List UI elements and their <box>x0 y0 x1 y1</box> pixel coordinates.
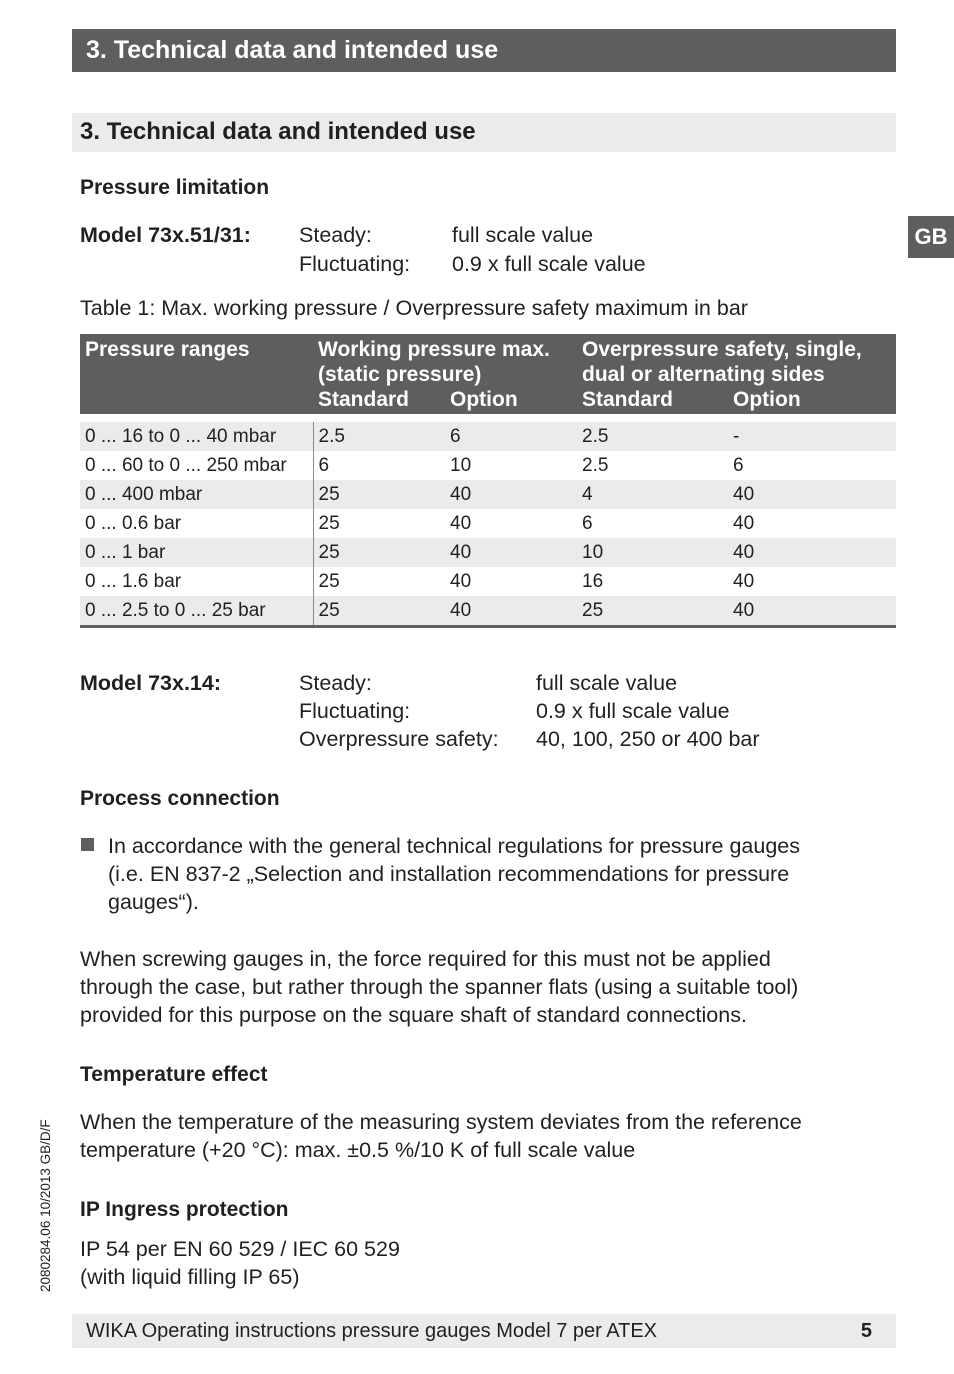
language-tab: GB <box>908 216 954 258</box>
table-cell: 40 <box>728 538 896 567</box>
table-row <box>80 509 896 538</box>
model-b-fluct-value: 0.9 x full scale value <box>536 699 730 723</box>
table-cell: 0 ... 400 mbar <box>80 480 313 509</box>
table-cell: 0 ... 16 to 0 ... 40 mbar <box>80 418 313 451</box>
table-cell: 6 <box>582 513 593 534</box>
table-cell: 25 <box>313 538 445 567</box>
model-a-fluct-key: Fluctuating: <box>299 252 411 276</box>
model-a-steady-value: full scale value <box>452 223 594 247</box>
table-cell: 25 <box>577 596 728 627</box>
table-cell: 40 <box>445 480 577 509</box>
table-cell: 6 <box>318 455 330 476</box>
bullet-text-line: (i.e. EN 837-2 „Selection and installation recommendations for pressure <box>108 862 790 886</box>
table-cell: 0 ... 1 bar <box>80 538 313 567</box>
bullet-square-icon <box>81 838 94 851</box>
table-cell: 25 <box>313 596 445 627</box>
pressure-limitation-heading: Pressure limitation <box>80 176 270 199</box>
ip-text-line: (with liquid filling IP 65) <box>80 1265 300 1289</box>
table-cell: 16 <box>582 571 604 592</box>
table-cell: 40 <box>450 513 472 534</box>
bullet-text-line: gauges“). <box>108 890 199 914</box>
pressure-table <box>80 334 896 628</box>
temperature-text-line: temperature (+20 °C): max. ±0.5 %/10 K of full scale value <box>80 1138 636 1162</box>
table-cell: 10 <box>577 538 728 567</box>
table-cell: 2.5 <box>577 418 728 451</box>
document-code: 2080284.06 10/2013 GB/D/F <box>38 1119 53 1292</box>
footer-text: WIKA Operating instructions pressure gauges Model 7 per ATEX <box>86 1320 658 1342</box>
table-cell: 6 <box>733 455 744 476</box>
table-cell: 25 <box>313 480 445 509</box>
process-connection-heading: Process connection <box>80 787 280 810</box>
header-working-pressure: Working pressure max. (static pressure) Standard Option <box>313 334 577 418</box>
header-wp-option: Option <box>450 388 518 411</box>
table-cell: 25 <box>318 513 340 534</box>
model-b-label: Model 73x.14: <box>80 671 221 695</box>
table-cell: 6 <box>445 418 577 451</box>
screwing-paragraph-line: through the case, but rather through the spanner flats (using a suitable tool) <box>80 975 799 999</box>
section-title: 3. Technical data and intended use <box>72 113 896 152</box>
table-cell: 40 <box>450 571 472 592</box>
table-caption: Table 1: Max. working pressure / Overpressure safety maximum in bar <box>80 296 748 320</box>
table-cell: 40 <box>445 596 577 627</box>
screwing-paragraph-line: provided for this purpose on the square shaft of standard connections. <box>80 1003 747 1027</box>
temperature-text-line: When the temperature of the measuring system deviates from the reference <box>80 1110 802 1134</box>
model-a-steady-key: Steady: <box>299 223 372 247</box>
bullet-text-line: In accordance with the general technical regulations for pressure gauges <box>108 834 800 858</box>
table-cell: 40 <box>733 513 755 534</box>
model-a-fluct-value: 0.9 x full scale value <box>452 252 646 276</box>
table-cell: 40 <box>733 571 755 592</box>
table-header-row <box>80 334 896 418</box>
table-cell: 2.5 <box>582 455 609 476</box>
table-cell: 0 ... 1.6 bar <box>80 567 313 596</box>
model-b-fluct-key: Fluctuating: <box>299 699 411 723</box>
table-cell: 0 ... 0.6 bar <box>80 509 313 538</box>
header-wp-standard: Standard <box>318 388 410 411</box>
page-footer <box>72 1314 896 1348</box>
table-row <box>80 567 896 596</box>
table-cell: 40 <box>445 538 577 567</box>
temperature-effect-heading: Temperature effect <box>80 1063 268 1086</box>
table-cell: 40 <box>728 480 896 509</box>
table-cell: 10 <box>450 455 472 476</box>
header-os-standard: Standard <box>582 388 674 411</box>
ip-protection-heading: IP Ingress protection <box>80 1198 289 1221</box>
table-cell: 0 ... 60 to 0 ... 250 mbar <box>80 451 313 480</box>
table-row <box>80 596 896 627</box>
table-cell: 25 <box>318 571 340 592</box>
model-b-steady-value: full scale value <box>536 671 678 695</box>
model-a-label: Model 73x.51/31: <box>80 223 251 247</box>
table-row <box>80 538 896 567</box>
header-pressure-ranges: Pressure ranges <box>80 334 313 418</box>
header-overpressure-safety: Overpressure safety, single, dual or alternating sides Standard Option <box>577 334 896 418</box>
header-os-option: Option <box>733 388 801 411</box>
table-cell: 4 <box>577 480 728 509</box>
ip-text-line: IP 54 per EN 60 529 / IEC 60 529 <box>80 1237 400 1261</box>
model-b-overpressure-key: Overpressure safety: <box>299 727 499 751</box>
page-number: 5 <box>860 1320 872 1342</box>
table-cell: - <box>728 418 896 451</box>
table-row <box>80 451 896 480</box>
model-b-steady-key: Steady: <box>299 671 372 695</box>
screwing-paragraph-line: When screwing gauges in, the force required for this must not be applied <box>80 947 771 971</box>
model-b-overpressure-value: 40, 100, 250 or 400 bar <box>536 727 760 751</box>
table-cell: 0 ... 2.5 to 0 ... 25 bar <box>80 596 313 627</box>
table-row <box>80 418 896 451</box>
table-cell: 40 <box>728 596 896 627</box>
table-row <box>80 480 896 509</box>
table-cell: 2.5 <box>313 418 445 451</box>
page-header: 3. Technical data and intended use <box>72 29 896 72</box>
